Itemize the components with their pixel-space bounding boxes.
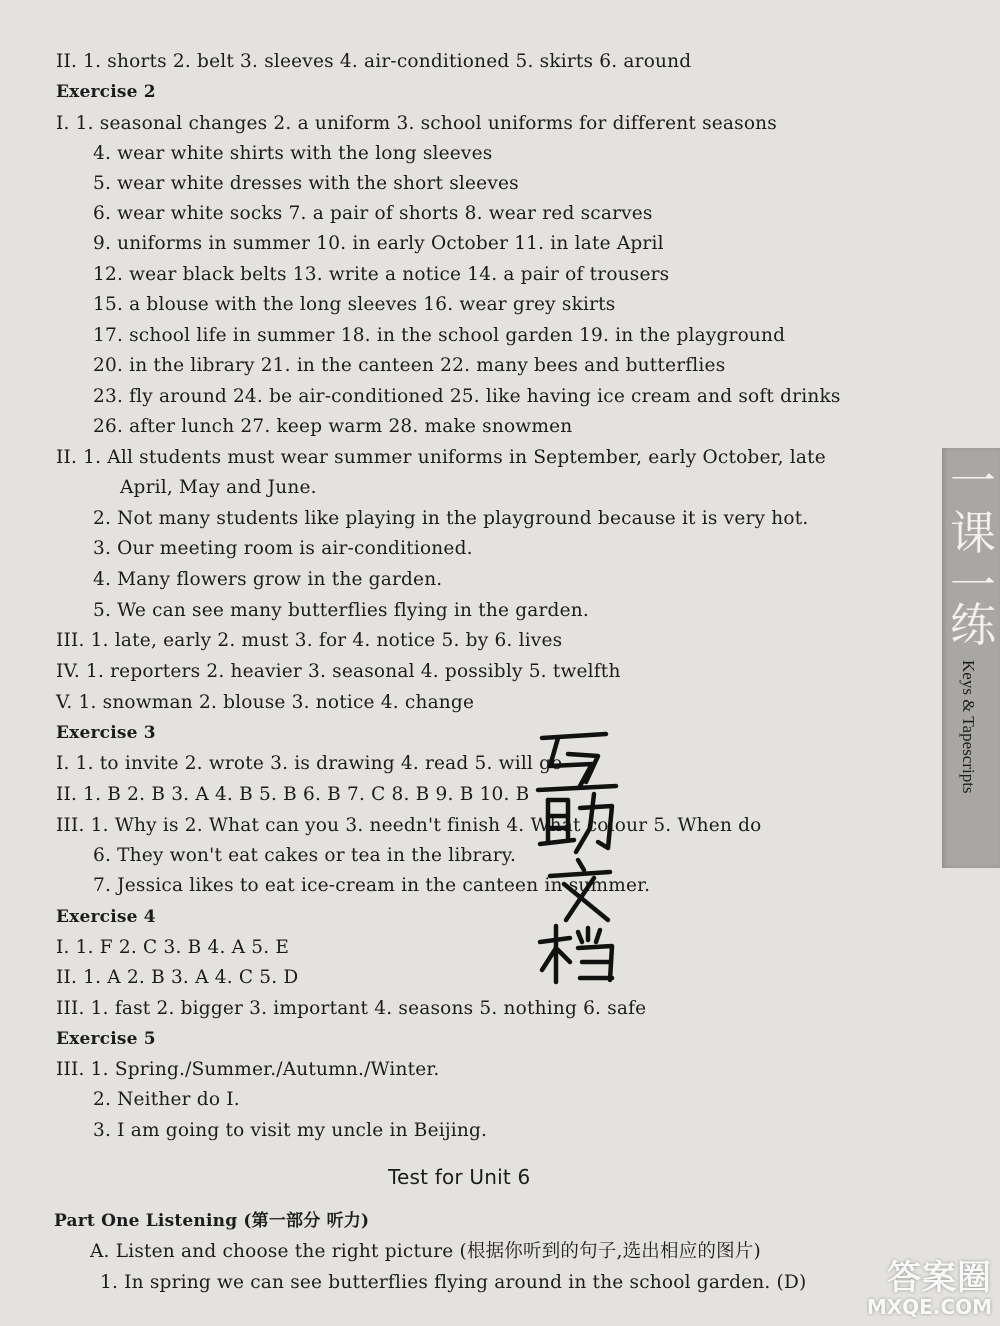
answer-line: III. 1. Why is 2. What can you 3. needn't finish 4. What colour 5. When do [56,815,762,836]
section-heading: Exercise 4 [56,907,156,927]
answer-line: II. 1. shorts 2. belt 3. sleeves 4. air-conditioned 5. skirts 6. around [56,51,692,72]
answer-line: 9. uniforms in summer 10. in early October 11. in late April [93,233,664,254]
side-tab-char: 一 [950,454,996,508]
side-tab-label: Keys & Tapescripts [959,660,978,794]
section-heading: Exercise 2 [56,82,156,102]
answer-line: 4. Many flowers grow in the garden. [93,569,443,590]
answer-line: 15. a blouse with the long sleeves 16. wear grey skirts [93,294,616,315]
answer-line: I. 1. seasonal changes 2. a uniform 3. school uniforms for different seasons [56,113,777,134]
side-tab-char: 课 [950,506,996,560]
part-heading: Part One Listening (第一部分 听力) [54,1211,370,1231]
answer-line: III. 1. Spring./Summer./Autumn./Winter. [56,1059,440,1080]
side-tab [942,448,1000,868]
section-heading: Exercise 3 [56,723,156,743]
watermark-url: MXQE.COM [866,1295,992,1319]
watermark-logo-text: 答案圈 [887,1258,992,1298]
answer-line: V. 1. snowman 2. blouse 3. notice 4. change [56,692,475,713]
side-tab-char: 一 [950,558,996,612]
answer-line: II. 1. All students must wear summer uniforms in September, early October, late [56,447,826,468]
answer-line: 26. after lunch 27. keep warm 28. make snowmen [93,416,573,437]
answer-line: II. 1. B 2. B 3. A 4. B 5. B 6. B 7. C 8. B 9. B 10. B [56,784,530,805]
answer-line: 2. Neither do I. [93,1089,240,1110]
answer-line: April, May and June. [120,477,317,498]
answer-line: 6. They won't eat cakes or tea in the library. [93,845,517,866]
answer-line: 4. wear white shirts with the long sleeves [93,143,493,164]
answer-line: 3. Our meeting room is air-conditioned. [93,538,473,559]
answer-line: 6. wear white socks 7. a pair of shorts 8. wear red scarves [93,203,653,224]
answer-line: III. 1. late, early 2. must 3. for 4. notice 5. by 6. lives [56,630,563,651]
answer-line: A. Listen and choose the right picture (根据你听到的句子,选出相应的图片) [90,1241,761,1262]
answer-line: 17. school life in summer 18. in the school garden 19. in the playground [93,325,786,346]
answer-line: 1. In spring we can see butterflies flying around in the school garden. (D) [100,1272,807,1293]
answer-line: IV. 1. reporters 2. heavier 3. seasonal 4. possibly 5. twelfth [56,661,621,682]
answer-line: 5. We can see many butterflies flying in the garden. [93,600,589,621]
answer-line: 3. I am going to visit my uncle in Beijing. [93,1120,488,1141]
answer-line: 23. fly around 24. be air-conditioned 25. like having ice cream and soft drinks [93,386,841,407]
answer-line: I. 1. to invite 2. wrote 3. is drawing 4. read 5. will go [56,753,563,774]
section-heading: Exercise 5 [56,1029,156,1049]
answer-line: 5. wear white dresses with the short sleeves [93,173,519,194]
answer-line: 2. Not many students like playing in the playground because it is very hot. [93,508,809,529]
answer-line: II. 1. A 2. B 3. A 4. C 5. D [56,967,299,988]
site-watermark [867,1260,992,1318]
handwriting-stamp [528,724,628,986]
answer-line: III. 1. fast 2. bigger 3. important 4. seasons 5. nothing 6. safe [56,998,647,1019]
answer-line: 7. Jessica likes to eat ice-cream in the canteen in summer. [93,875,651,896]
answer-line: 12. wear black belts 13. write a notice 14. a pair of trousers [93,264,670,285]
answer-line: 20. in the library 21. in the canteen 22. many bees and butterflies [93,355,726,376]
answer-line: I. 1. F 2. C 3. B 4. A 5. E [56,937,290,958]
test-title: Test for Unit 6 [388,1165,531,1189]
side-tab-char: 练 [950,598,996,652]
